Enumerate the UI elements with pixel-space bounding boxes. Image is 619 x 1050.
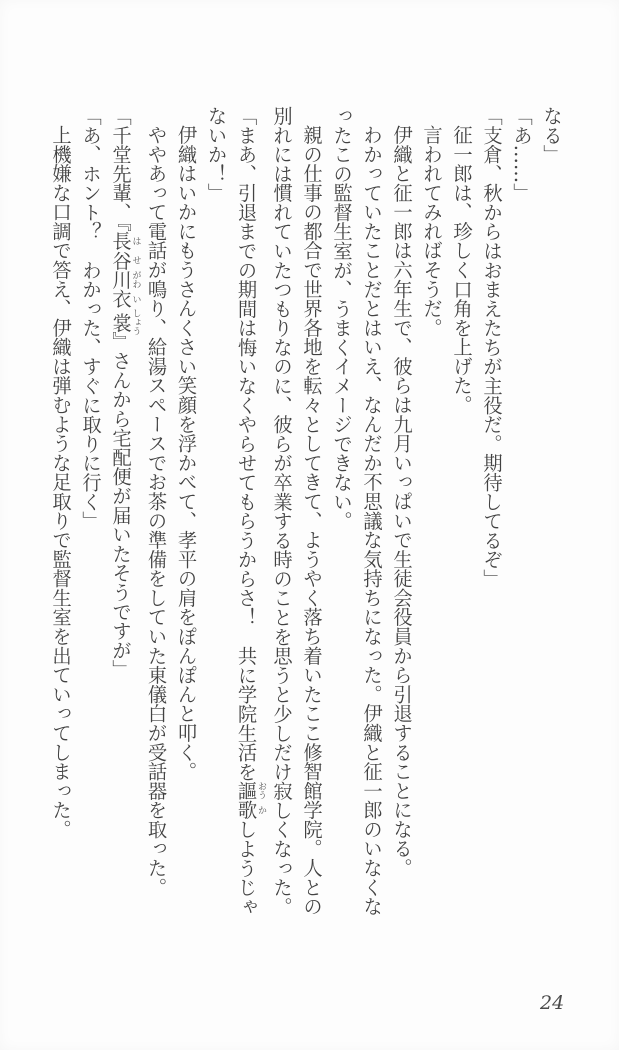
furigana: せ	[130, 250, 141, 270]
paragraph: 征一郎は、珍しく口角を上げた。	[450, 125, 473, 415]
ruby-annotated-text: 謳おう	[234, 781, 266, 801]
paragraph: 親の仕事の都合で世界各地を転々としてきて、ようやく落ち着いたここ修智館学院。人との別れには慣れていたつもりなのに、彼らが卒業する時のことを思うと少しだけ寂しくなった。	[270, 106, 323, 917]
paragraph: 「千堂先輩、『長は谷せ川がわ衣い裳しょう』さんから宅配便が届いたそうですが」	[109, 106, 141, 679]
paragraph: 伊織と征一郎は六年生で、彼らは九月いっぱいで生徒会役員から引退することになる。	[390, 125, 413, 878]
furigana: しょう	[130, 308, 141, 336]
ruby-annotated-text: 谷せ	[109, 250, 141, 270]
ruby-annotated-text: 衣い	[109, 289, 141, 309]
ruby-annotated-text: 裳しょう	[109, 308, 141, 336]
paragraph: 言われてみればそうだ。	[420, 125, 443, 338]
furigana: い	[130, 289, 141, 309]
paragraph: 伊織はいかにもうさんくさい笑顔を浮かべて、孝平の肩をぽんぽんと叩く。	[174, 125, 198, 782]
paragraph: 「まあ、引退までの期間は悔いなくやらせてもらうからさ！ 共に学院生活を謳おう歌かしようじゃないか！」	[204, 106, 266, 917]
page-number: 24	[540, 992, 565, 1014]
paragraph: わかっていたことだとはいえ、なんだか不思議な気持ちになった。伊織と征一郎のいなくなったこの監督生室が、うまくイメージできない。	[330, 106, 383, 917]
furigana: か	[256, 800, 266, 820]
paragraph: なる」	[540, 106, 563, 164]
paragraph: 「支倉、秋からはおまえたちが主役だ。期待してるぞ」	[480, 106, 503, 589]
page-text	[45, 106, 566, 918]
furigana: は	[130, 231, 141, 251]
paragraph: 「あ……」	[510, 106, 533, 203]
paragraph: 上機嫌な口調で答え、伊織は弾むような足取りで監督生室を出ていってしまった。	[49, 125, 72, 840]
ruby-annotated-text: 川がわ	[109, 269, 141, 290]
furigana: がわ	[130, 269, 141, 290]
ruby-annotated-text: 長は	[109, 231, 141, 251]
ruby-annotated-text: 歌か	[234, 800, 266, 820]
paragraph: 「あ、ホント？ わかった、すぐに取りに行く」	[79, 106, 102, 531]
furigana: おう	[256, 781, 266, 801]
paragraph: ややあって電話が鳴り、給湯スペースでお茶の準備をしていた東儀白が受話器を取った。	[144, 125, 168, 897]
